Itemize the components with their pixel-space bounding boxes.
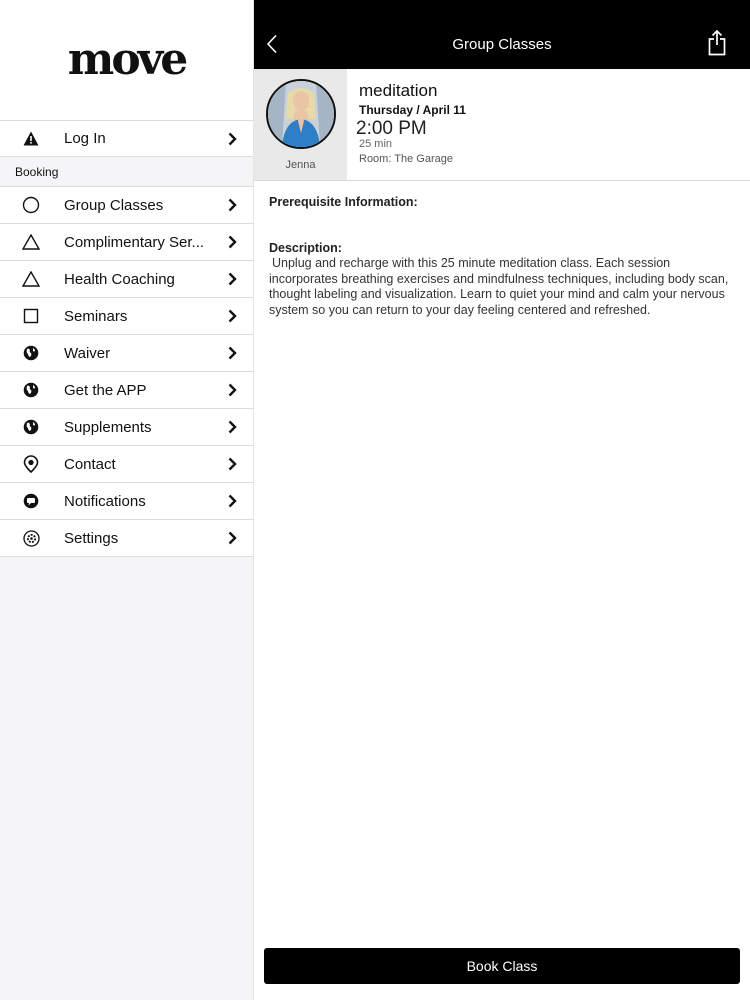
chevron-right-icon — [228, 198, 237, 217]
sidebar-item-label: Supplements — [64, 418, 152, 436]
sidebar-item-label: Waiver — [64, 344, 111, 362]
globe-icon — [0, 419, 64, 435]
chevron-right-icon — [228, 272, 237, 291]
sidebar-item-notifications[interactable] — [0, 483, 253, 520]
section-label-booking: Booking — [0, 157, 253, 187]
description-heading: Description: — [269, 240, 342, 255]
class-detail-panel — [254, 0, 750, 1000]
app-logo — [0, 0, 253, 120]
sidebar-item-label: Health Coaching — [64, 270, 175, 288]
book-class-button[interactable]: Book Class — [264, 948, 740, 984]
class-info — [347, 69, 466, 180]
instructor-name: Jenna — [285, 159, 316, 171]
sidebar-item-seminars[interactable] — [0, 298, 253, 335]
sidebar-item-label: Seminars — [64, 307, 128, 325]
sidebar-item-waiver[interactable] — [0, 335, 253, 372]
sidebar-item-label: Complimentary Ser... — [64, 233, 205, 251]
instructor-avatar — [266, 79, 336, 149]
sidebar-item-login[interactable] — [0, 120, 253, 157]
sidebar-item-complimentary-services[interactable] — [0, 224, 253, 261]
sidebar-item-supplements[interactable] — [0, 409, 253, 446]
description-text: Unplug and recharge with this 25 minute meditation class. Each session incorporates breathing exercises and mindfulness techniques, including body scan, thought labeling and visualization. Learn to quiet your mind and calm your nervous system so you can return to your day feeling centered and refreshed. — [269, 256, 729, 317]
class-details — [254, 181, 750, 318]
sidebar — [0, 0, 254, 1000]
globe-icon — [0, 345, 64, 361]
globe-icon — [0, 382, 64, 398]
class-duration: 25 min — [359, 138, 393, 150]
page-title: Group Classes — [452, 36, 552, 53]
sidebar-item-settings[interactable] — [0, 520, 253, 557]
triangle-icon — [0, 271, 64, 287]
chevron-right-icon — [228, 494, 237, 513]
class-header — [254, 69, 750, 181]
chevron-right-icon — [228, 383, 237, 402]
chat-bubble-icon — [0, 493, 64, 509]
sidebar-item-label: Get the APP — [64, 381, 147, 399]
warning-icon — [0, 131, 64, 146]
chevron-right-icon — [228, 531, 237, 550]
sidebar-item-group-classes[interactable] — [0, 187, 253, 224]
gear-icon — [0, 530, 64, 547]
class-room: Room: The Garage — [359, 153, 453, 165]
chevron-right-icon — [228, 132, 237, 151]
sidebar-item-label: Group Classes — [64, 196, 164, 214]
sidebar-item-label: Notifications — [64, 492, 146, 510]
navigation-bar — [254, 0, 750, 69]
share-icon[interactable] — [708, 30, 726, 61]
logo-text: move — [67, 33, 186, 85]
class-time: 2:00 PM — [356, 118, 427, 139]
sidebar-item-label: Contact — [64, 455, 116, 473]
chevron-right-icon — [228, 420, 237, 439]
sidebar-item-health-coaching[interactable] — [0, 261, 253, 298]
triangle-icon — [0, 234, 64, 250]
circle-icon — [0, 196, 64, 214]
chevron-right-icon — [228, 457, 237, 476]
sidebar-item-label: Log In — [64, 130, 106, 147]
sidebar-item-label: Settings — [64, 529, 119, 547]
class-date: Thursday / April 11 — [359, 103, 466, 117]
square-icon — [0, 308, 64, 324]
chevron-right-icon — [228, 346, 237, 365]
prerequisite-heading: Prerequisite Information: — [269, 195, 418, 209]
chevron-right-icon — [228, 235, 237, 254]
class-name: meditation — [359, 81, 438, 100]
sidebar-item-contact[interactable] — [0, 446, 253, 483]
chevron-right-icon — [228, 309, 237, 328]
sidebar-item-get-the-app[interactable] — [0, 372, 253, 409]
instructor-card[interactable] — [254, 69, 347, 180]
location-pin-icon — [0, 455, 64, 473]
